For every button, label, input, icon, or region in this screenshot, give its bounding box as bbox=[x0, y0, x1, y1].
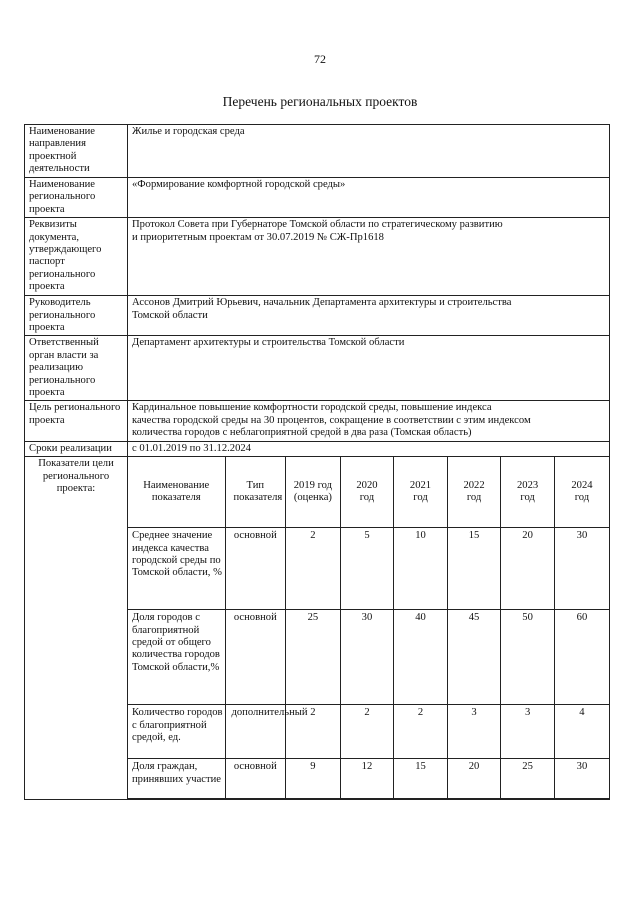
row-period bbox=[25, 441, 610, 456]
indicator-type: основной bbox=[225, 528, 286, 610]
value-2020: 30 bbox=[340, 610, 394, 705]
value-2024: 30 bbox=[554, 528, 609, 610]
indicator-type: основной bbox=[225, 759, 286, 799]
value-2021: 15 bbox=[394, 759, 448, 799]
indicator-name: Доля городов с благоприятной средой от общего количества городов Томской области,% bbox=[128, 610, 225, 705]
value-goal bbox=[128, 401, 610, 441]
goal-line-2: качества городской среды на 30 процентов, сокращение в соответствии с этим индексом bbox=[132, 414, 531, 426]
goal-line-1: Кардинальное повышение комфортности городской среды, повышение индекса bbox=[132, 402, 492, 414]
requisites-line-1: Протокол Совета при Губернаторе Томской области по стратегическому развитию bbox=[132, 219, 503, 231]
value-2022: 3 bbox=[447, 705, 501, 759]
requisites-line-2: и приоритетным проектам от 30.07.2019 № СЖ-Пр1618 bbox=[132, 231, 384, 243]
regional-project-table bbox=[24, 124, 610, 800]
value-2019: 2 bbox=[286, 528, 341, 610]
value-2020: 2 bbox=[340, 705, 394, 759]
indicator-table bbox=[128, 457, 609, 799]
label-period: Сроки реализации bbox=[25, 441, 128, 456]
value-2024: 4 bbox=[554, 705, 609, 759]
label-indicators: Показатели цели регионального проекта: bbox=[25, 457, 128, 800]
head-line-2: Томской области bbox=[132, 309, 208, 321]
header-2021: 2021 год bbox=[394, 457, 448, 528]
value-2021: 2 bbox=[394, 705, 448, 759]
header-type: Тип показателя bbox=[225, 457, 286, 528]
indicator-type: основной bbox=[225, 610, 286, 705]
goal-line-3: количества городов с неблагоприятной средой в два раза (Томская область) bbox=[132, 427, 472, 439]
value-2023: 20 bbox=[501, 528, 555, 610]
label-project-name: Наименование регионального проекта bbox=[25, 178, 128, 218]
value-head bbox=[128, 296, 610, 336]
head-line-1: Ассонов Дмитрий Юрьевич, начальник Департамента архитектуры и строительства bbox=[132, 297, 512, 309]
value-direction: Жилье и городская среда bbox=[128, 125, 610, 178]
table-row bbox=[128, 759, 609, 799]
value-2022: 20 bbox=[447, 759, 501, 799]
page-number: 72 bbox=[314, 52, 326, 66]
header-2020: 2020 год bbox=[340, 457, 394, 528]
header-2022: 2022 год bbox=[447, 457, 501, 528]
row-goal bbox=[25, 401, 610, 441]
row-indicators bbox=[25, 457, 610, 800]
table-row bbox=[128, 705, 609, 759]
label-responsible: Ответственный орган власти за реализацию регионального проекта bbox=[25, 336, 128, 401]
header-2024: 2024 год bbox=[554, 457, 609, 528]
header-2019: 2019 год (оценка) bbox=[286, 457, 341, 528]
value-2023: 25 bbox=[501, 759, 555, 799]
value-2021: 10 bbox=[394, 528, 448, 610]
row-head bbox=[25, 296, 610, 336]
value-responsible: Департамент архитектуры и строительства Томской области bbox=[128, 336, 610, 401]
value-project-name: «Формирование комфортной городской среды» bbox=[128, 178, 610, 218]
label-head: Руководитель регионального проекта bbox=[25, 296, 128, 336]
header-2023: 2023 год bbox=[501, 457, 555, 528]
label-direction: Наименование направления проектной деятельности bbox=[25, 125, 128, 178]
value-2020: 5 bbox=[340, 528, 394, 610]
table-row bbox=[128, 610, 609, 705]
value-2019: 25 bbox=[286, 610, 341, 705]
label-goal: Цель регионального проекта bbox=[25, 401, 128, 441]
indicator-name: Среднее значение индекса качества городской среды по Томской области, % bbox=[128, 528, 225, 610]
indicator-name: Доля граждан, принявших участие bbox=[128, 759, 225, 799]
value-period: с 01.01.2019 по 31.12.2024 bbox=[128, 441, 610, 456]
value-2019: 9 bbox=[286, 759, 341, 799]
indicator-header-row bbox=[128, 457, 609, 528]
indicators-container bbox=[128, 457, 610, 800]
label-requisites: Реквизиты документа, утверждающего паспорт регионального проекта bbox=[25, 218, 128, 296]
table-row bbox=[128, 528, 609, 610]
value-2023: 3 bbox=[501, 705, 555, 759]
value-2020: 12 bbox=[340, 759, 394, 799]
indicator-type: дополнительный bbox=[225, 705, 286, 759]
value-2024: 30 bbox=[554, 759, 609, 799]
value-2024: 60 bbox=[554, 610, 609, 705]
value-2022: 45 bbox=[447, 610, 501, 705]
document-title: Перечень региональных проектов bbox=[222, 94, 418, 109]
row-direction bbox=[25, 125, 610, 178]
value-2019: 2 bbox=[286, 705, 341, 759]
value-2022: 15 bbox=[447, 528, 501, 610]
row-project-name bbox=[25, 178, 610, 218]
indicator-name: Количество городов с благоприятной средой, ед. bbox=[128, 705, 225, 759]
value-2021: 40 bbox=[394, 610, 448, 705]
header-name: Наименование показателя bbox=[128, 457, 225, 528]
value-requisites bbox=[128, 218, 610, 296]
value-2023: 50 bbox=[501, 610, 555, 705]
row-responsible bbox=[25, 336, 610, 401]
row-requisites bbox=[25, 218, 610, 296]
